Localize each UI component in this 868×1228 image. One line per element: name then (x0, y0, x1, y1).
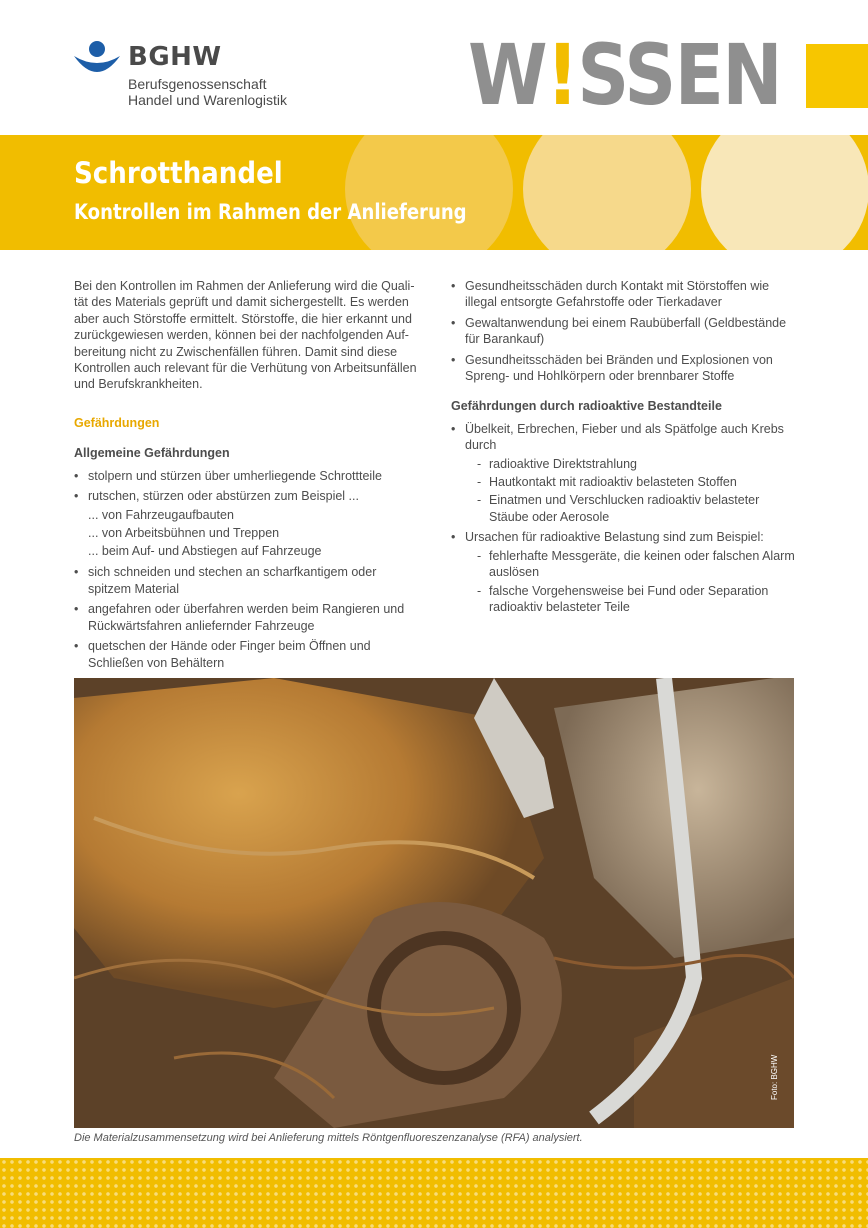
hazard-list (74, 468, 420, 505)
section-heading: Gefährdungen (74, 415, 160, 430)
wissen-bang: ! (545, 26, 578, 124)
dash-item: - Hautkontakt mit radioaktiv belasteten Stoffen (477, 474, 796, 490)
wissen-accent-block (806, 44, 868, 108)
wissen-w: W (468, 26, 546, 124)
wissen-rest: SSEN (577, 26, 781, 124)
title-band (0, 135, 868, 250)
dash-item: - Einatmen und Verschlucken radioaktiv belasteter Stäube oder Aerosole (477, 492, 796, 525)
photo-caption: Die Materialzusammensetzung wird bei Anlieferung mittels Röntgenfluoreszenzanalyse (RFA) analysiert. (74, 1132, 583, 1144)
decor-circle (523, 135, 691, 250)
left-column (74, 278, 420, 675)
radioactive-list (451, 421, 796, 615)
list-item: • Gesundheitsschäden bei Bränden und Explosionen von Spreng- und Hohlkörpern oder brennbarer Stoffe (451, 352, 796, 385)
logo-sub-line2: Handel und Warenlogistik (128, 92, 288, 108)
dash-list (465, 548, 796, 616)
list-item-text: Ursachen für radioaktive Belastung sind zum Beispiel: (465, 530, 764, 545)
hazard-list-continued (74, 564, 420, 670)
hazard-list-right (451, 278, 796, 384)
radioactive-heading: Gefährdungen durch radioaktive Bestandteile (451, 399, 722, 414)
list-item: • Gesundheitsschäden durch Kontakt mit Störstoffen wie illegal entsorgte Gefahrstoffe oder Tierkadaver (451, 278, 796, 311)
logo-sub-line1: Berufsgenossenschaft (128, 76, 267, 92)
page-subtitle: Kontrollen im Rahmen der Anlieferung (74, 200, 467, 224)
logo-subtitle (128, 76, 287, 108)
list-item: • quetschen der Hände oder Finger beim Öffnen und Schließen von Behältern (74, 638, 420, 671)
dash-item: - falsche Vorgehensweise bei Fund oder Separation radioaktiv belasteter Teile (477, 583, 796, 616)
dash-item: - fehlerhafte Messgeräte, die keinen oder falschen Alarm auslösen (477, 548, 796, 581)
list-item: • stolpern und stürzen über umherliegende Schrottteile (74, 468, 420, 484)
decor-circle (701, 135, 868, 250)
wissen-wordmark (468, 26, 781, 124)
right-column (451, 278, 796, 619)
list-item (451, 529, 796, 615)
list-item: • angefahren oder überfahren werden beim Rangieren und Rückwärtsfahren anliefernder Fahrzeuge (74, 601, 420, 634)
logo-name: BGHW (128, 42, 222, 72)
photo-credit: Foto: BGHW (770, 1054, 779, 1100)
list-item: • Gewaltanwendung bei einem Raubüberfall (Geldbestände für Barankauf) (451, 315, 796, 348)
sub-list-item: ... von Fahrzeugaufbauten (88, 508, 234, 523)
sub-list-item: ... von Arbeitsbühnen und Treppen (88, 526, 280, 541)
sub-list (74, 506, 420, 560)
footer-dot-pattern (0, 1158, 868, 1228)
bghw-logo-icon (74, 40, 120, 80)
list-item-text: Übelkeit, Erbrechen, Fieber und als Spätfolge auch Krebs durch (465, 421, 784, 453)
dash-item: - radioaktive Direktstrahlung (477, 456, 796, 472)
page-title: Schrotthandel (74, 156, 283, 190)
sub-heading: Allgemeine Gefährdungen (74, 446, 230, 461)
list-item (451, 421, 796, 525)
list-item: • rutschen, stürzen oder abstürzen zum Beispiel ... (74, 488, 420, 504)
dash-list (465, 456, 796, 526)
scrap-metal-photo (74, 678, 794, 1128)
intro-paragraph: Bei den Kontrollen im Rahmen der Anlieferung wird die Qualität des Materials geprüft und damit sichergestellt. Es werden aber auch Störstoffe ermittelt. Störstoffe, die hier erkannt und zurückgewiesen werden, können bei der nachfolgenden Aufbereitung nicht zu Zwischenfällen führen. Damit sind diese Kontrollen auch relevant für die Verhütung von Arbeitsunfällen und Berufskrankheiten. (74, 279, 417, 392)
decor-circle (345, 135, 513, 250)
list-item: • sich schneiden und stechen an scharfkantigem oder spitzem Material (74, 564, 420, 597)
sub-list-item: ... beim Auf- und Abstiegen auf Fahrzeuge (88, 544, 322, 559)
